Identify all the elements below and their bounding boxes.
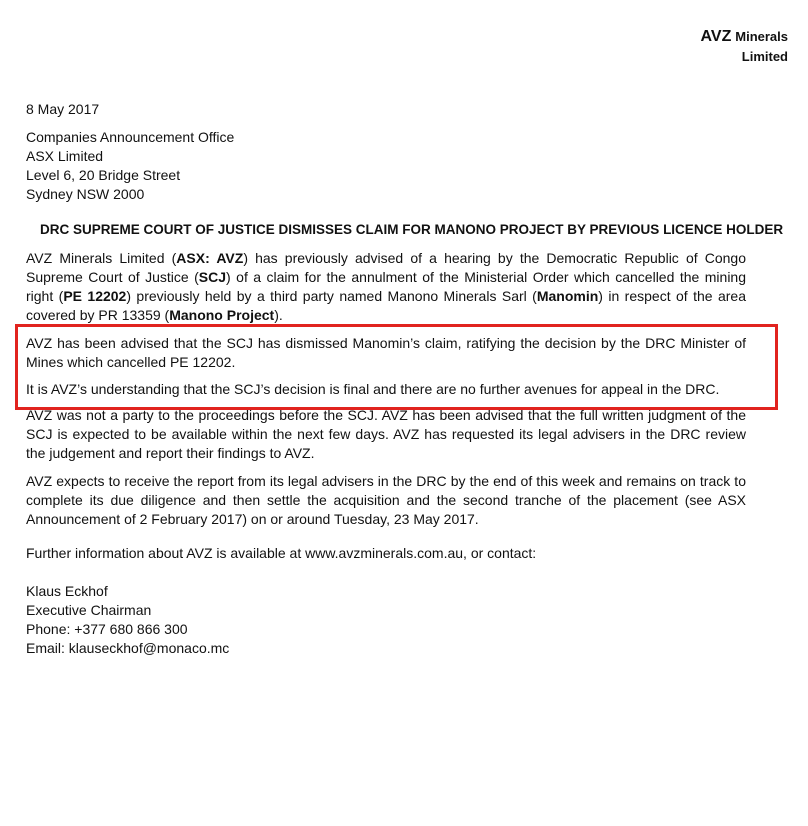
paragraph-dismissed: AVZ has been advised that the SCJ has dismissed Manomin’s claim, ratifying the decision by the DRC Minister of Mines which cancelled PE 12202. [26,335,746,370]
paragraph-further-info: Further information about AVZ is available at www.avzminerals.com.au, or contact: [26,545,537,561]
logo-minerals: Minerals [735,29,788,44]
contact-email: Email: klauseckhof@monaco.mc [26,640,230,656]
logo-avz: AVZ [700,28,732,45]
contact-name: Klaus Eckhof [26,583,108,599]
paragraph-next-steps: AVZ expects to receive the report from its legal advisers in the DRC by the end of this week and remains on track to complete its due diligence and then settle the acquisition and the second tranche of the placement (see ASX Announcement of 2 February 2017) on or around Tuesday, 23 May 2017. [26,473,746,527]
logo-limited: Limited [741,48,788,64]
address-line-3: Level 6, 20 Bridge Street [26,167,181,183]
address-line-2: ASX Limited [26,148,104,164]
address-line-4: Sydney NSW 2000 [26,186,145,202]
letter-date: 8 May 2017 [26,101,100,117]
paragraph-hearing: AVZ Minerals Limited (ASX: AVZ) has previously advised of a hearing by the Democratic Republic of Congo Supreme Court of Justice (SCJ) of a claim for the annulment of the Ministerial Order which cancelled the mining right (PE 12202) previously held by a third party named Manono Minerals Sarl (Manomin) in respect of the area covered by PR 13359 (Manono Project). [26,250,747,323]
company-logo [701,26,788,65]
paragraph-final-decision: It is AVZ’s understanding that the SCJ’s decision is final and there are no further avenues for appeal in the DRC. [26,381,720,397]
announcement-headline: DRC SUPREME COURT OF JUSTICE DISMISSES CLAIM FOR MANONO PROJECT BY PREVIOUS LICENCE HOLDER [40,222,784,237]
address-line-1: Companies Announcement Office [26,129,235,145]
paragraph-judgment: AVZ was not a party to the proceedings before the SCJ. AVZ has been advised that the full written judgment of the SCJ is expected to be available within the next few days. AVZ has requested its legal advisers in the DRC review the judgement and report their findings to AVZ. [26,407,746,461]
contact-title: Executive Chairman [26,602,152,618]
contact-phone: Phone: +377 680 866 300 [26,621,188,637]
